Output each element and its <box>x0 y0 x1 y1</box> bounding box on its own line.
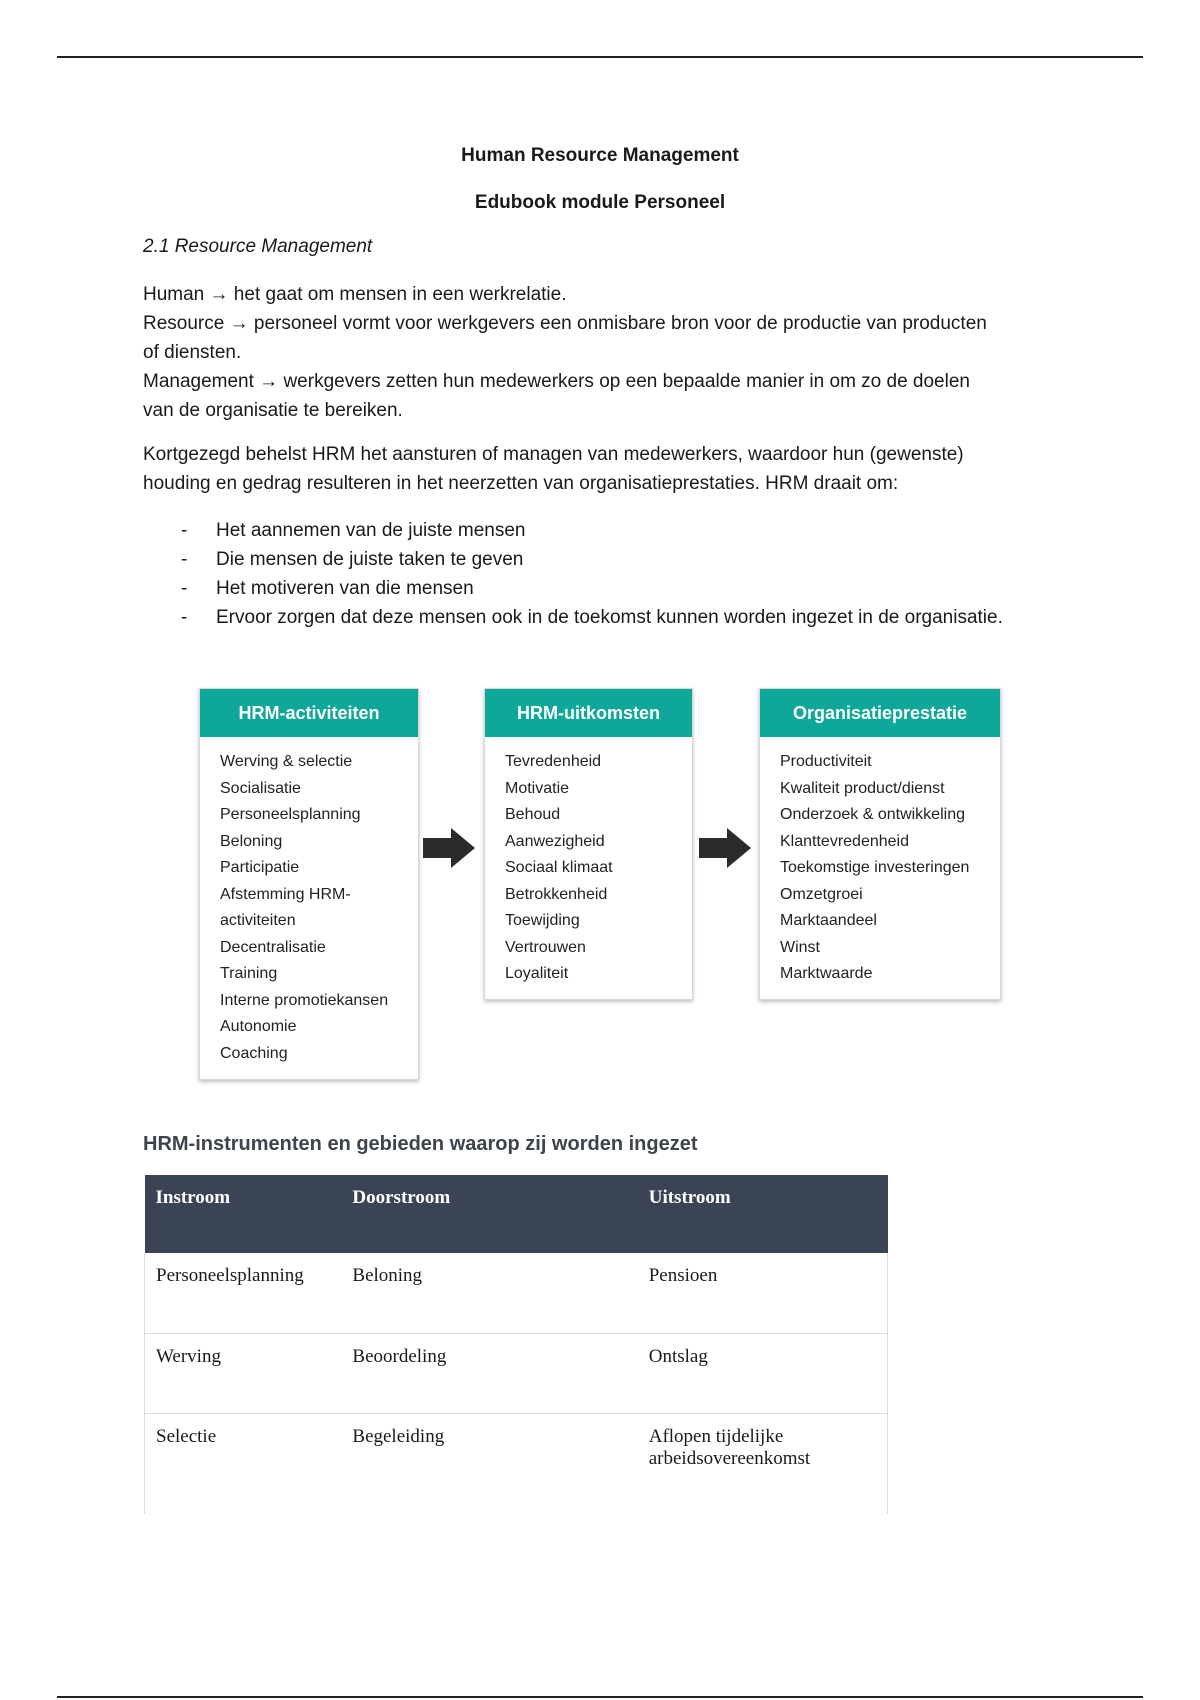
box-item: Werving & selectie <box>220 753 353 770</box>
box-item: activiteiten <box>220 912 296 929</box>
table-cell: Pensioen <box>638 1253 888 1333</box>
box-item: Behoud <box>505 806 561 823</box>
bullet-item: - Het aannemen van de juiste mensen <box>143 516 1003 545</box>
definition-line: Resource → personeel vormt voor werkgevers een onmisbare bron voor de productie van producten <box>143 313 987 334</box>
table-heading: HRM-instrumenten en gebieden waarop zij worden ingezet <box>143 1133 698 1155</box>
box-item: Aanwezigheid <box>505 832 605 850</box>
box-item: Productiviteit <box>780 753 872 770</box>
box-item: Autonomie <box>220 1018 297 1035</box>
document-title: Human Resource Management <box>461 145 739 166</box>
box-items <box>200 737 418 1067</box>
definition-line: of diensten. <box>143 342 242 363</box>
box-item: Tevredenheid <box>505 753 602 770</box>
column-header: Instroom <box>155 1187 231 1208</box>
box-item: Socialisatie <box>220 779 301 797</box>
box-item: Omzetgroei <box>780 885 863 903</box>
document-subtitle: Edubook module Personeel <box>474 192 726 213</box>
bullet-item: - Die mensen de juiste taken te geven <box>143 545 1003 574</box>
box-item: Personeelsplanning <box>220 806 361 823</box>
bullet-list <box>143 516 1003 632</box>
definitions-paragraph <box>143 280 1063 425</box>
summary-paragraph <box>143 440 1063 498</box>
box-item: Loyaliteit <box>505 965 569 982</box>
box-item: Afstemming HRM- <box>220 885 351 903</box>
table-cell: Begeleiding <box>352 1425 445 1447</box>
top-rule <box>57 56 1143 58</box>
box-item: Kwaliteit product/dienst <box>780 779 945 797</box>
table-row <box>145 1253 888 1333</box>
box-item: Betrokkenheid <box>505 885 608 903</box>
table-cell: Werving <box>145 1333 342 1413</box>
box-item: Beloning <box>220 832 283 850</box>
box-item: Decentralisatie <box>220 938 326 956</box>
summary-line: houding en gedrag resulteren in het neerzetten van organisatieprestaties. HRM draait om: <box>143 473 899 494</box>
summary-line: Kortgezegd behelst HRM het aansturen of managen van medewerkers, waardoor hun (gewenste) <box>143 444 964 465</box>
box-items <box>485 737 692 988</box>
box-item: Sociaal klimaat <box>505 859 613 876</box>
box-item: Winst <box>780 938 820 956</box>
definition-line: Human → het gaat om mensen in een werkrelatie. <box>143 284 567 305</box>
table-cell: Personeelsplanning <box>145 1253 342 1333</box>
box-item: Marktwaarde <box>780 965 873 982</box>
hrm-instruments-table <box>144 1175 888 1514</box>
hrm-outcomes-box <box>484 688 693 1000</box>
table-cell: Beoordeling <box>352 1345 447 1367</box>
organisation-performance-box <box>759 688 1001 1000</box>
box-item: Coaching <box>220 1044 288 1062</box>
column-header: Uitstroom <box>648 1187 731 1208</box>
box-item: Training <box>220 965 278 982</box>
bottom-rule <box>57 1696 1143 1698</box>
table-cell: Ontslag <box>638 1333 888 1413</box>
bullet-item: - Het motiveren van die mensen <box>143 574 1003 603</box>
bullet-item: - Ervoor zorgen dat deze mensen ook in de toekomst kunnen worden ingezet in de organisatie. <box>143 603 1003 632</box>
box-title: HRM-uitkomsten <box>485 689 692 737</box>
table-cell: Aflopen tijdelijke arbeidsovereenkomst <box>638 1413 888 1514</box>
box-item: Toekomstige investeringen <box>780 859 970 876</box>
box-items <box>760 737 1000 988</box>
table-cell: Beloning <box>352 1265 423 1286</box>
table-row <box>145 1413 888 1514</box>
definition-line: Management → werkgevers zetten hun medewerkers op een bepaalde manier in om zo de doelen <box>143 371 970 392</box>
box-item: Participatie <box>220 859 300 876</box>
box-title: HRM-activiteiten <box>200 689 418 737</box>
definition-line: van de organisatie te bereiken. <box>143 400 403 421</box>
box-item: Toewijding <box>505 912 580 929</box>
section-heading: 2.1 Resource Management <box>143 236 373 257</box>
hrm-activities-box <box>199 688 419 1080</box>
box-item: Interne promotiekansen <box>220 991 389 1009</box>
table-header-row <box>145 1175 888 1253</box>
right-arrow-icon <box>421 826 477 870</box>
column-header: Doorstroom <box>352 1187 451 1208</box>
box-item: Marktaandeel <box>780 912 877 929</box>
table-row <box>145 1333 888 1413</box>
box-item: Motivatie <box>505 779 570 797</box>
box-title: Organisatieprestatie <box>760 689 1000 737</box>
box-item: Klanttevredenheid <box>780 832 909 850</box>
box-item: Vertrouwen <box>505 938 586 956</box>
right-arrow-icon <box>697 826 753 870</box>
box-item: Onderzoek & ontwikkeling <box>780 806 965 823</box>
table-cell: Selectie <box>145 1413 342 1514</box>
